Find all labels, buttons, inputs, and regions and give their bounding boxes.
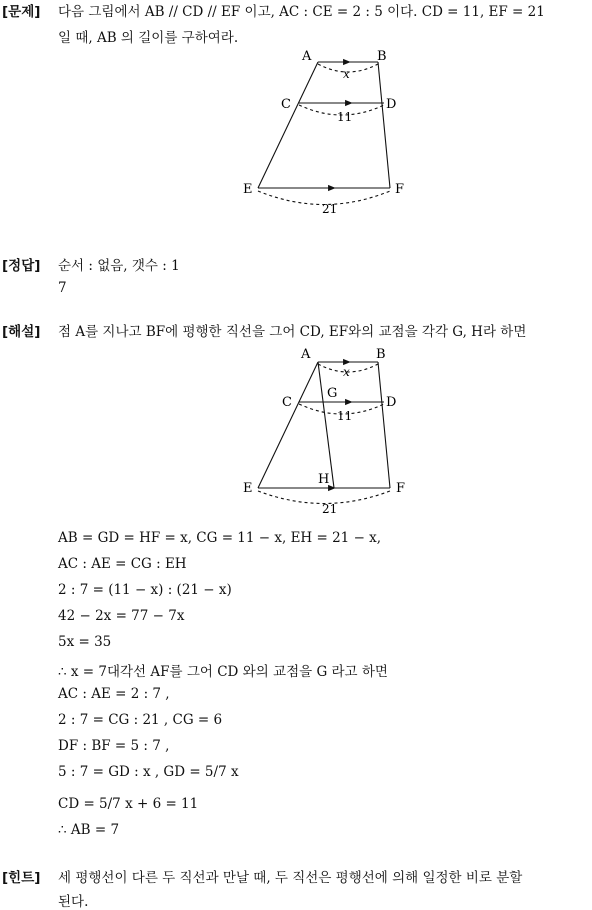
fig2-label-d: D — [386, 395, 397, 410]
fig1-label-e: E — [243, 182, 253, 197]
hint-line-1: 세 평행선이 다른 두 직선과 만날 때, 두 직선은 평행선에 의해 일정한 비로 분할 — [58, 870, 523, 886]
solution-step: 5 : 7 = GD : x , GD = 5/7 x — [58, 764, 239, 780]
solution-intro: 점 A를 지나고 BF에 평행한 직선을 그어 CD, EF와의 교점을 각각 G, H라 하면 — [58, 324, 527, 340]
fig1-label-21: 21 — [322, 202, 338, 216]
figure-trapezoid-2 — [0, 340, 592, 520]
solution-step: CD = 5/7 x + 6 = 11 — [58, 796, 199, 812]
answer-line-2: 7 — [58, 280, 67, 296]
solution-step: AB = GD = HF = x, CG = 11 − x, EH = 21 − x, — [58, 530, 382, 546]
answer-tag: [정답] — [2, 258, 41, 274]
solution-tag: [해설] — [2, 324, 41, 340]
fig2-label-x: x — [343, 365, 350, 379]
fig2-label-a: A — [301, 347, 311, 362]
fig1-label-x: x — [343, 67, 350, 81]
hint-line-2: 된다. — [58, 894, 89, 910]
problem-tag: [문제] — [2, 4, 41, 20]
fig2-label-21: 21 — [322, 502, 338, 516]
solution-step: 42 − 2x = 77 − 7x — [58, 608, 185, 624]
fig2-label-11: 11 — [337, 409, 353, 423]
solution-step: 2 : 7 = CG : 21 , CG = 6 — [58, 712, 223, 728]
answer-line-1: 순서 : 없음, 갯수 : 1 — [58, 258, 180, 274]
solution-step: ∴ x = 7대각선 AF를 그어 CD 와의 교점을 G 라고 하면 — [58, 664, 388, 680]
problem-line-1: 다음 그림에서 AB // CD // EF 이고, AC : CE = 2 : 5 이다. CD = 11, EF = 21 — [58, 4, 545, 20]
fig1-label-c: C — [281, 97, 291, 112]
solution-step: AC : AE = 2 : 7 , — [58, 686, 170, 702]
hint-tag: [힌트] — [2, 870, 41, 886]
fig1-label-b: B — [377, 49, 387, 64]
fig1-label-d: D — [386, 97, 397, 112]
figure-trapezoid-1 — [0, 0, 592, 230]
fig2-label-b: B — [376, 347, 386, 362]
fig1-label-f: F — [395, 182, 405, 197]
fig2-label-e: E — [243, 481, 253, 496]
fig2-label-g: G — [327, 386, 338, 401]
fig2-label-h: H — [318, 472, 330, 487]
fig2-label-f: F — [396, 481, 406, 496]
solution-step: DF : BF = 5 : 7 , — [58, 738, 170, 754]
fig1-label-11: 11 — [337, 110, 353, 124]
solution-step: ∴ AB = 7 — [58, 822, 120, 838]
problem-line-2: 일 때, AB 의 길이를 구하여라. — [58, 30, 239, 46]
fig2-label-c: C — [282, 395, 292, 410]
solution-step: 5x = 35 — [58, 634, 112, 650]
fig1-label-a: A — [302, 49, 312, 64]
solution-step: AC : AE = CG : EH — [58, 556, 187, 572]
solution-step: 2 : 7 = (11 − x) : (21 − x) — [58, 582, 232, 598]
